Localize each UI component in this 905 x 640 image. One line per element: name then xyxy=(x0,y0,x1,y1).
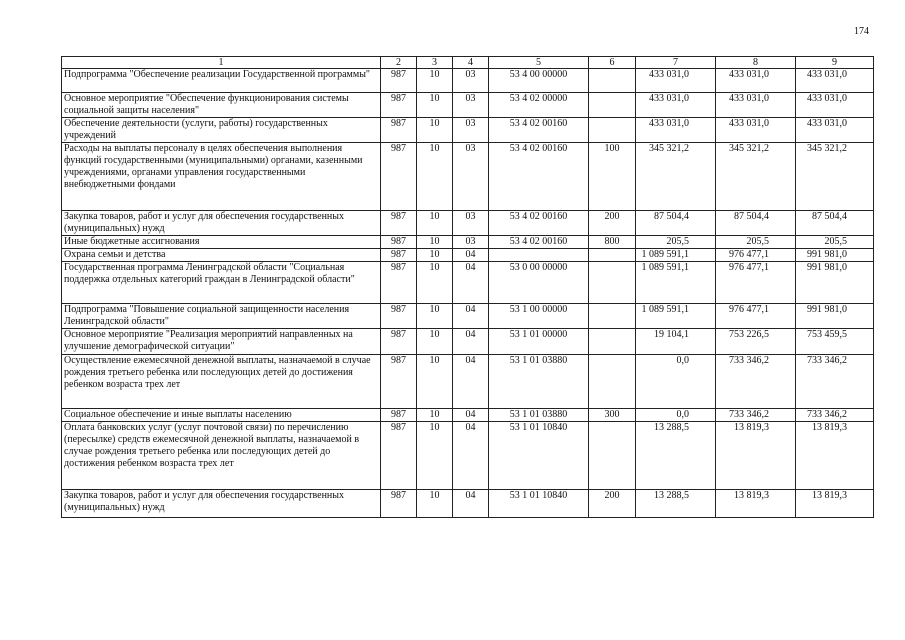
amount-year-2: 345 321,2 xyxy=(716,143,796,211)
column-header: 9 xyxy=(796,57,874,69)
target-article-code xyxy=(489,249,589,262)
expense-type-code xyxy=(589,304,636,329)
amount-year-2: 976 477,1 xyxy=(716,304,796,329)
amount-year-1: 345 321,2 xyxy=(636,143,716,211)
row-name: Закупка товаров, работ и услуг для обеспечения государственных (муниципальных) нужд xyxy=(62,211,381,236)
amount-year-3: 433 031,0 xyxy=(796,93,874,118)
section-code: 10 xyxy=(417,329,453,355)
amount-year-3: 345 321,2 xyxy=(796,143,874,211)
amount-year-3: 87 504,4 xyxy=(796,211,874,236)
target-article-code: 53 4 00 00000 xyxy=(489,69,589,93)
amount-year-2: 976 477,1 xyxy=(716,262,796,304)
expense-type-code xyxy=(589,422,636,490)
subsection-code: 04 xyxy=(453,409,489,422)
ved-code: 987 xyxy=(381,409,417,422)
target-article-code: 53 1 01 03880 xyxy=(489,409,589,422)
amount-year-1: 0,0 xyxy=(636,409,716,422)
ved-code: 987 xyxy=(381,262,417,304)
section-code: 10 xyxy=(417,143,453,211)
row-name: Основное мероприятие "Реализация мероприятий направленных на улучшение демографической ситуации" xyxy=(62,329,381,355)
amount-year-2: 13 819,3 xyxy=(716,490,796,518)
section-code: 10 xyxy=(417,93,453,118)
section-code: 10 xyxy=(417,355,453,409)
section-code: 10 xyxy=(417,236,453,249)
table-row xyxy=(62,409,874,422)
amount-year-1: 13 288,5 xyxy=(636,422,716,490)
ved-code: 987 xyxy=(381,93,417,118)
section-code: 10 xyxy=(417,409,453,422)
row-name: Обеспечение деятельности (услуги, работы) государственных учреждений xyxy=(62,118,381,143)
ved-code: 987 xyxy=(381,422,417,490)
ved-code: 987 xyxy=(381,143,417,211)
ved-code: 987 xyxy=(381,355,417,409)
amount-year-1: 433 031,0 xyxy=(636,93,716,118)
row-name: Основное мероприятие "Обеспечение функционирования системы социальной защиты населения" xyxy=(62,93,381,118)
amount-year-1: 433 031,0 xyxy=(636,118,716,143)
amount-year-3: 13 819,3 xyxy=(796,490,874,518)
row-name: Закупка товаров, работ и услуг для обеспечения государственных (муниципальных) нужд xyxy=(62,490,381,518)
target-article-code: 53 4 02 00160 xyxy=(489,211,589,236)
column-header: 8 xyxy=(716,57,796,69)
row-name: Осуществление ежемесячной денежной выплаты, назначаемой в случае рождения третьего ребенка или последующих детей до достижения ребенком возраста трех лет xyxy=(62,355,381,409)
amount-year-3: 205,5 xyxy=(796,236,874,249)
target-article-code: 53 4 02 00160 xyxy=(489,118,589,143)
amount-year-2: 753 226,5 xyxy=(716,329,796,355)
table-row xyxy=(62,236,874,249)
amount-year-3: 433 031,0 xyxy=(796,69,874,93)
amount-year-3: 991 981,0 xyxy=(796,262,874,304)
subsection-code: 04 xyxy=(453,422,489,490)
target-article-code: 53 1 01 00000 xyxy=(489,329,589,355)
section-code: 10 xyxy=(417,69,453,93)
ved-code: 987 xyxy=(381,249,417,262)
amount-year-3: 753 459,5 xyxy=(796,329,874,355)
amount-year-3: 13 819,3 xyxy=(796,422,874,490)
ved-code: 987 xyxy=(381,329,417,355)
subsection-code: 04 xyxy=(453,490,489,518)
column-header: 5 xyxy=(489,57,589,69)
table-row xyxy=(62,304,874,329)
amount-year-1: 1 089 591,1 xyxy=(636,262,716,304)
row-name: Государственная программа Ленинградской области "Социальная поддержка отдельных категорий граждан в Ленинградской области" xyxy=(62,262,381,304)
row-name: Оплата банковских услуг (услуг почтовой связи) по перечислению (пересылке) средств ежемесячной денежной выплаты, назначаемой в случае рождения третьего ребенка или последующих детей до достижения ребенком возраста трех лет xyxy=(62,422,381,490)
subsection-code: 03 xyxy=(453,93,489,118)
ved-code: 987 xyxy=(381,490,417,518)
amount-year-2: 433 031,0 xyxy=(716,93,796,118)
table-row xyxy=(62,262,874,304)
column-header: 6 xyxy=(589,57,636,69)
subsection-code: 03 xyxy=(453,118,489,143)
amount-year-1: 0,0 xyxy=(636,355,716,409)
amount-year-2: 205,5 xyxy=(716,236,796,249)
amount-year-2: 433 031,0 xyxy=(716,118,796,143)
target-article-code: 53 4 02 00160 xyxy=(489,236,589,249)
expense-type-code xyxy=(589,69,636,93)
section-code: 10 xyxy=(417,211,453,236)
section-code: 10 xyxy=(417,304,453,329)
expense-type-code: 300 xyxy=(589,409,636,422)
amount-year-2: 13 819,3 xyxy=(716,422,796,490)
page-number: 174 xyxy=(854,26,869,37)
table-row xyxy=(62,355,874,409)
ved-code: 987 xyxy=(381,118,417,143)
subsection-code: 04 xyxy=(453,304,489,329)
table-row xyxy=(62,211,874,236)
subsection-code: 03 xyxy=(453,236,489,249)
table-row xyxy=(62,490,874,518)
subsection-code: 04 xyxy=(453,249,489,262)
row-name: Социальное обеспечение и иные выплаты населению xyxy=(62,409,381,422)
amount-year-3: 991 981,0 xyxy=(796,304,874,329)
amount-year-2: 433 031,0 xyxy=(716,69,796,93)
column-header: 1 xyxy=(62,57,381,69)
expense-type-code: 200 xyxy=(589,490,636,518)
subsection-code: 03 xyxy=(453,143,489,211)
expense-type-code xyxy=(589,118,636,143)
amount-year-1: 1 089 591,1 xyxy=(636,249,716,262)
subsection-code: 04 xyxy=(453,329,489,355)
table-row xyxy=(62,69,874,93)
expense-type-code: 200 xyxy=(589,211,636,236)
ved-code: 987 xyxy=(381,236,417,249)
subsection-code: 03 xyxy=(453,69,489,93)
header-row xyxy=(62,57,874,69)
target-article-code: 53 1 01 10840 xyxy=(489,490,589,518)
subsection-code: 04 xyxy=(453,262,489,304)
row-name: Подпрограмма "Обеспечение реализации Государственной программы" xyxy=(62,69,381,93)
ved-code: 987 xyxy=(381,211,417,236)
amount-year-1: 19 104,1 xyxy=(636,329,716,355)
amount-year-2: 733 346,2 xyxy=(716,409,796,422)
column-header: 2 xyxy=(381,57,417,69)
amount-year-3: 733 346,2 xyxy=(796,409,874,422)
amount-year-3: 433 031,0 xyxy=(796,118,874,143)
row-name: Охрана семьи и детства xyxy=(62,249,381,262)
column-header: 3 xyxy=(417,57,453,69)
expense-type-code xyxy=(589,355,636,409)
amount-year-2: 87 504,4 xyxy=(716,211,796,236)
expense-type-code xyxy=(589,93,636,118)
section-code: 10 xyxy=(417,118,453,143)
amount-year-1: 87 504,4 xyxy=(636,211,716,236)
row-name: Подпрограмма "Повышение социальной защищенности населения Ленинградской области" xyxy=(62,304,381,329)
table-row xyxy=(62,143,874,211)
column-header: 4 xyxy=(453,57,489,69)
target-article-code: 53 1 00 00000 xyxy=(489,304,589,329)
table-row xyxy=(62,93,874,118)
amount-year-1: 205,5 xyxy=(636,236,716,249)
amount-year-1: 1 089 591,1 xyxy=(636,304,716,329)
ved-code: 987 xyxy=(381,304,417,329)
expense-type-code: 100 xyxy=(589,143,636,211)
ved-code: 987 xyxy=(381,69,417,93)
table-row xyxy=(62,329,874,355)
section-code: 10 xyxy=(417,422,453,490)
section-code: 10 xyxy=(417,249,453,262)
amount-year-3: 733 346,2 xyxy=(796,355,874,409)
subsection-code: 03 xyxy=(453,211,489,236)
target-article-code: 53 4 02 00160 xyxy=(489,143,589,211)
expense-type-code xyxy=(589,249,636,262)
budget-table xyxy=(61,56,874,518)
amount-year-3: 991 981,0 xyxy=(796,249,874,262)
row-name: Расходы на выплаты персоналу в целях обеспечения выполнения функций государственными (муниципальными) органами, казенными учреждениями, органами управления государственными внебюджетными фондами xyxy=(62,143,381,211)
target-article-code: 53 4 02 00000 xyxy=(489,93,589,118)
expense-type-code xyxy=(589,262,636,304)
target-article-code: 53 1 01 03880 xyxy=(489,355,589,409)
expense-type-code xyxy=(589,329,636,355)
amount-year-1: 433 031,0 xyxy=(636,69,716,93)
table-row xyxy=(62,422,874,490)
section-code: 10 xyxy=(417,490,453,518)
amount-year-2: 733 346,2 xyxy=(716,355,796,409)
column-header: 7 xyxy=(636,57,716,69)
row-name: Иные бюджетные ассигнования xyxy=(62,236,381,249)
subsection-code: 04 xyxy=(453,355,489,409)
target-article-code: 53 0 00 00000 xyxy=(489,262,589,304)
target-article-code: 53 1 01 10840 xyxy=(489,422,589,490)
table-row xyxy=(62,249,874,262)
table-row xyxy=(62,118,874,143)
section-code: 10 xyxy=(417,262,453,304)
amount-year-2: 976 477,1 xyxy=(716,249,796,262)
expense-type-code: 800 xyxy=(589,236,636,249)
amount-year-1: 13 288,5 xyxy=(636,490,716,518)
